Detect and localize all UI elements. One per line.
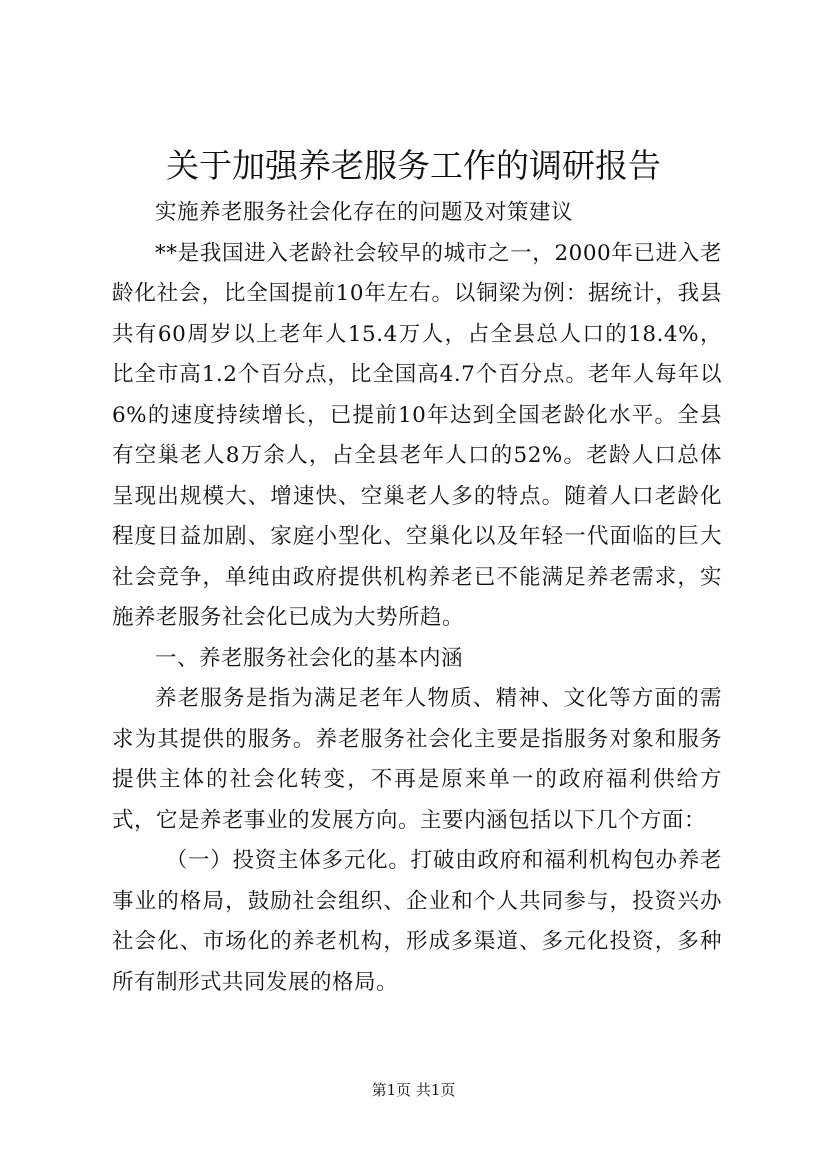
paragraph-intro: **是我国进入老龄社会较早的城市之一，2000年已进入老龄化社会，比全国提前10年左右。以铜梁为例：据统计，我县共有60周岁以上老年人15.4万人，占全县总人口的18.4%，比全市高1.2个百分点，比全国高4.7个百分点。老年人每年以6%的速度持续增长，已提前10年达到全国老龄化水平。全县有空巢老人8万余人，占全县老年人口的52%。老龄人口总体呈现出规模大、增速快、空巢老人多的特点。随着人口老龄化程度日益加剧、家庭小型化、空巢化以及年轻一代面临的巨大社会竞争，单纯由政府提供机构养老已不能满足养老需求，实施养老服务社会化已成为大势所趋。: [112, 240, 722, 630]
section-heading: 一、养老服务社会化的基本内涵: [155, 645, 464, 671]
section-subtitle: 实施养老服务社会化存在的问题及对策建议: [155, 200, 574, 225]
paragraph-item-1: （一）投资主体多元化。打破由政府和福利机构包办养老事业的格局，鼓励社会组织、企业和个人共同参与，投资兴办社会化、市场化的养老机构，形成多渠道、多元化投资，多种所有制形式共同发展的格局。: [112, 848, 722, 995]
document-title: 关于加强养老服务工作的调研报告: [166, 146, 661, 185]
page-footer: 第1页 共1页: [371, 1081, 456, 1099]
paragraph-definition: 养老服务是指为满足老年人物质、精神、文化等方面的需求为其提供的服务。养老服务社会化主要是指服务对象和服务提供主体的社会化转变，不再是原来单一的政府福利供给方式，它是养老事业的发展方向。主要内涵包括以下几个方面：: [112, 686, 722, 833]
document-body: [112, 193, 722, 1003]
